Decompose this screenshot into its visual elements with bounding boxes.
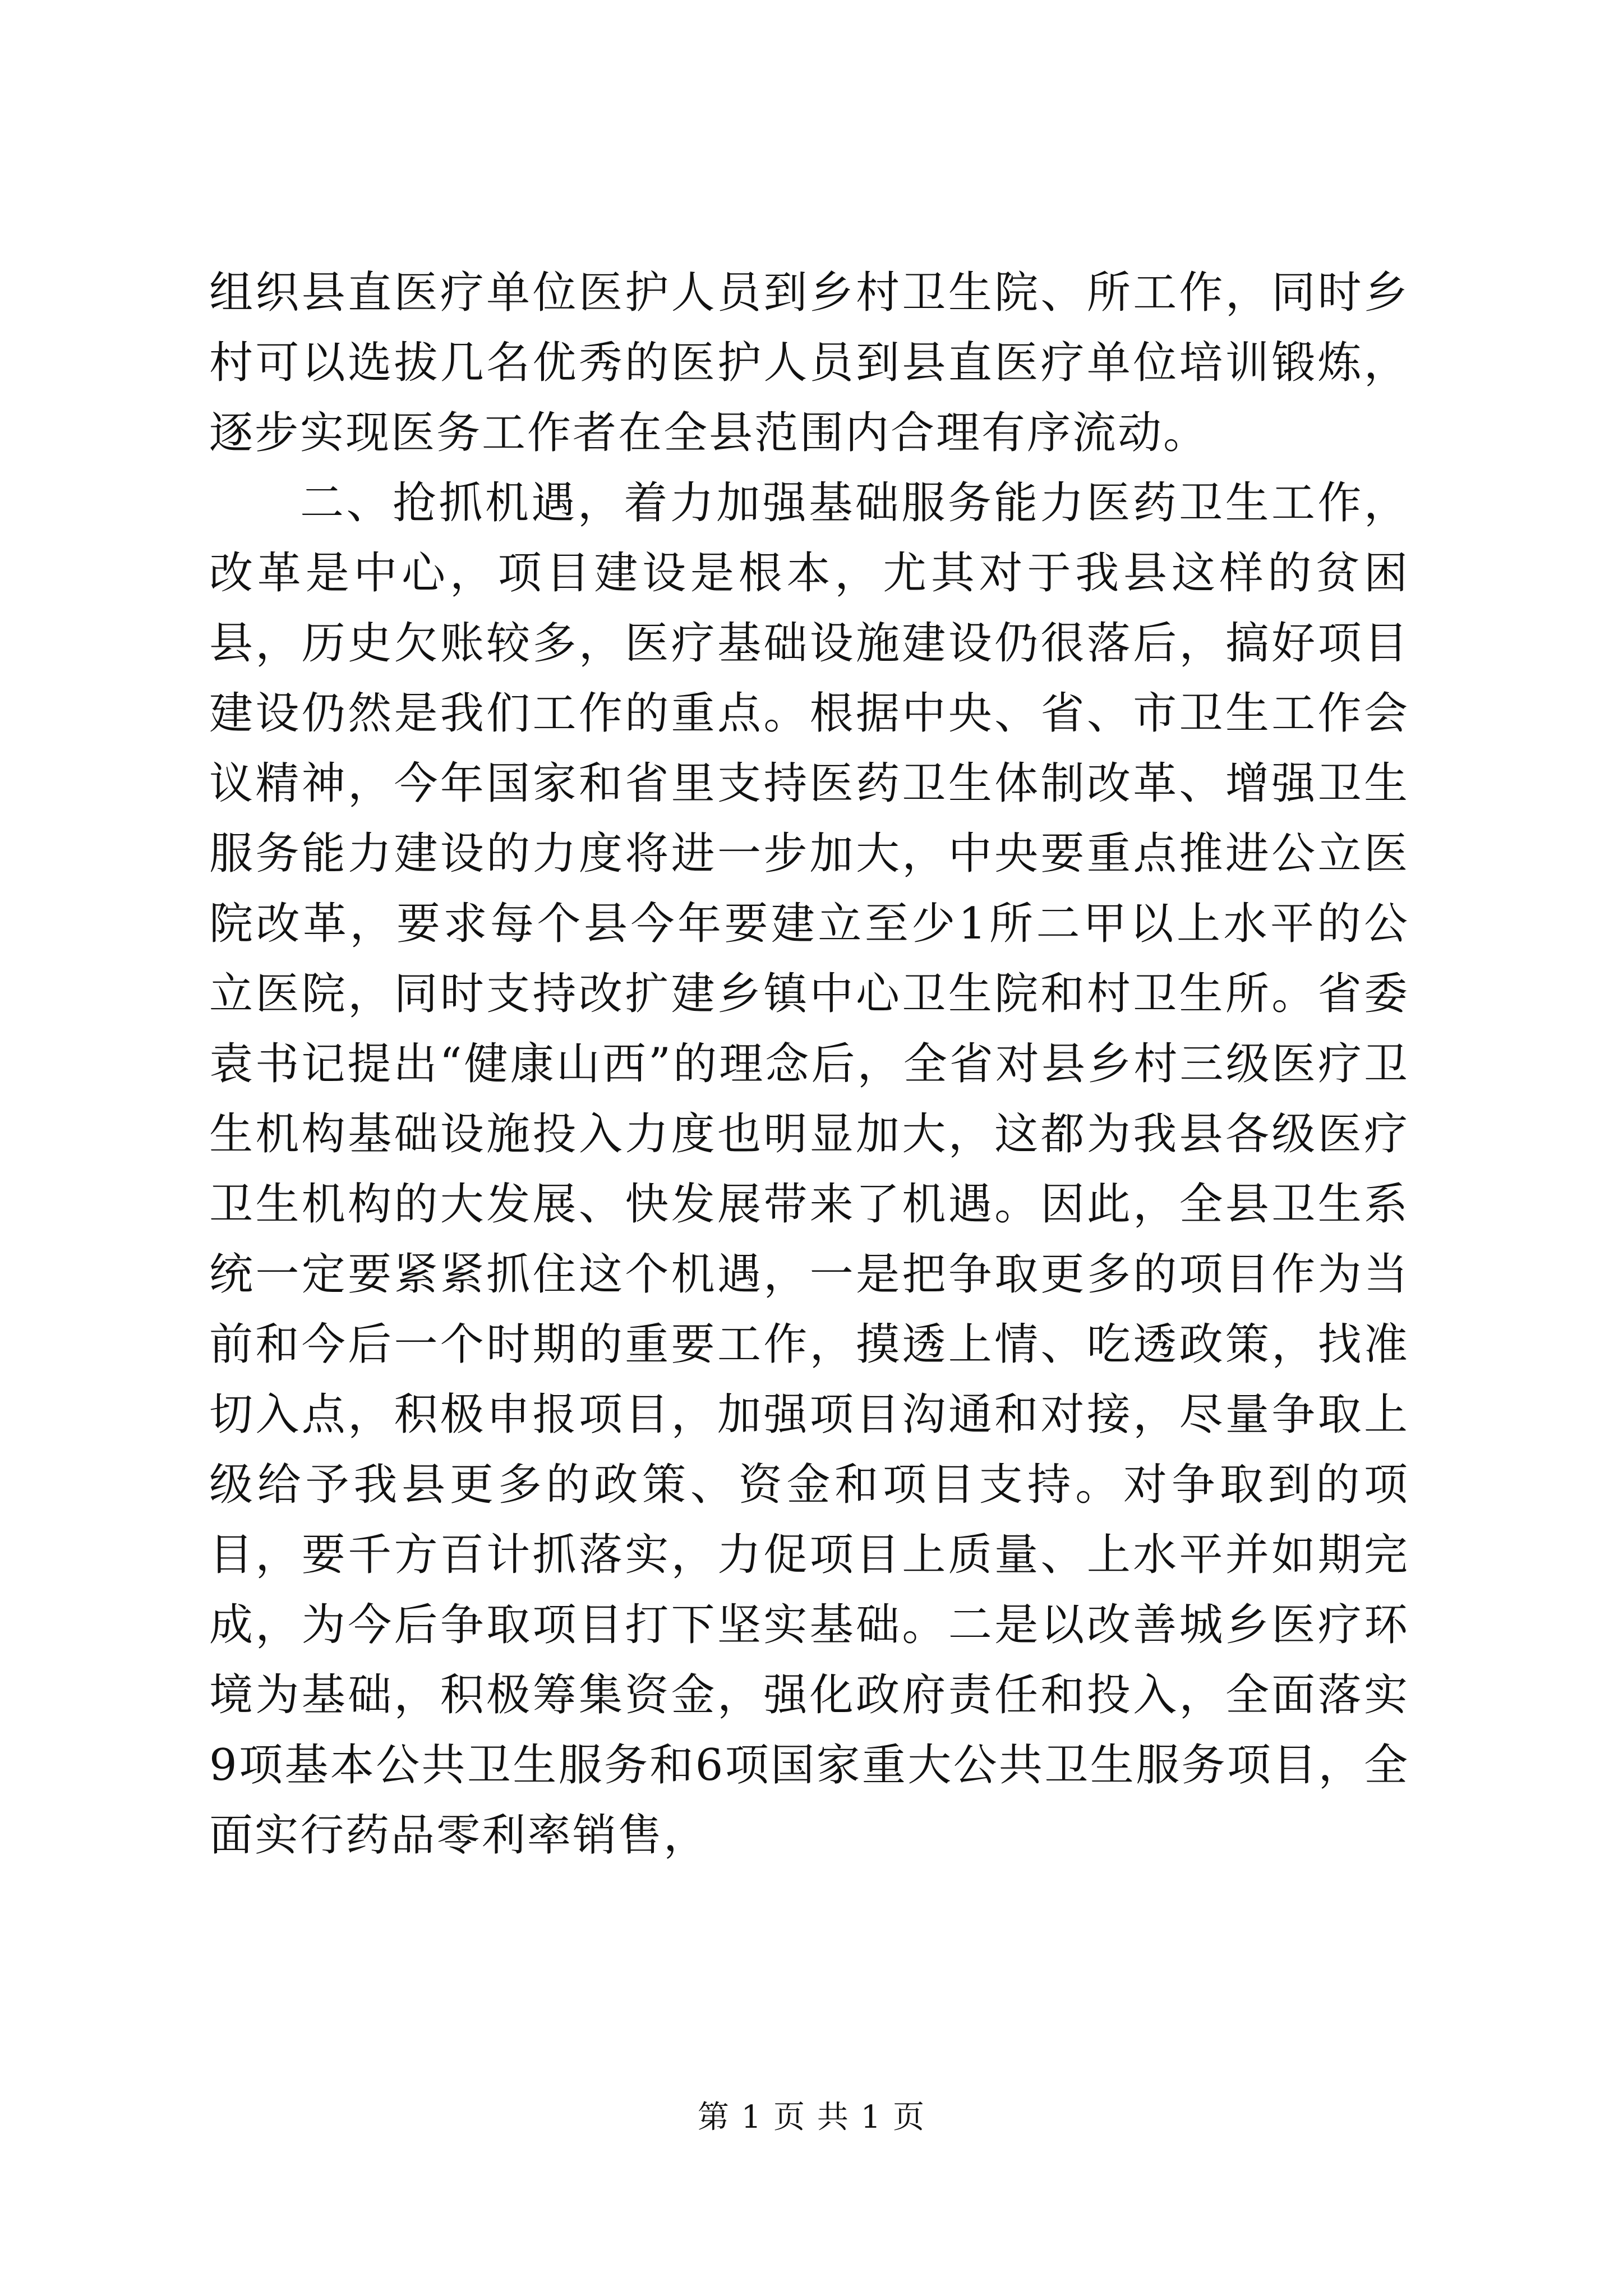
paragraph-section-two: 二、抢抓机遇，着力加强基础服务能力医药卫生工作，改革是中心，项目建设是根本，尤其对于我县这样的贫困县，历史欠账较多，医疗基础设施建设仍很落后，搞好项目建设仍然是我们工作的重点。根据中央、省、市卫生工作会议精神，今年国家和省里支持医药卫生体制改革、增强卫生服务能力建设的力度将进一步加大，中央要重点推进公立医院改革，要求每个县今年要建立至少1所二甲以上水平的公立医院，同时支持改扩建乡镇中心卫生院和村卫生所。省委袁书记提出“健康山西”的理念后，全省对县乡村三级医疗卫生机构基础设施投入力度也明显加大，这都为我县各级医疗卫生机构的大发展、快发展带来了机遇。因此，全县卫生系统一定要紧紧抓住这个机遇，一是把争取更多的项目作为当前和今后一个时期的重要工作，摸透上情、吃透政策，找准切入点，积极申报项目，加强项目沟通和对接，尽量争取上级给予我县更多的政策、资金和项目支持。对争取到的项目，要千方百计抓落实，力促项目上质量、上水平并如期完成，为今后争取项目打下坚实基础。二是以改善城乡医疗环境为基础，积极筹集资金，强化政府责任和投入，全面落实9项基本公共卫生服务和6项国家重大公共卫生服务项目，全面实行药品零利率销售，: [209, 478, 1409, 1861]
page-footer: 第 1 页 共 1 页: [697, 2099, 926, 2136]
document-body: [209, 258, 1409, 1871]
paragraph-continuation: 组织县直医疗单位医护人员到乡村卫生院、所工作，同时乡村可以选拔几名优秀的医护人员到县直医疗单位培训锻炼，逐步实现医务工作者在全县范围内合理有序流动。: [209, 268, 1409, 458]
